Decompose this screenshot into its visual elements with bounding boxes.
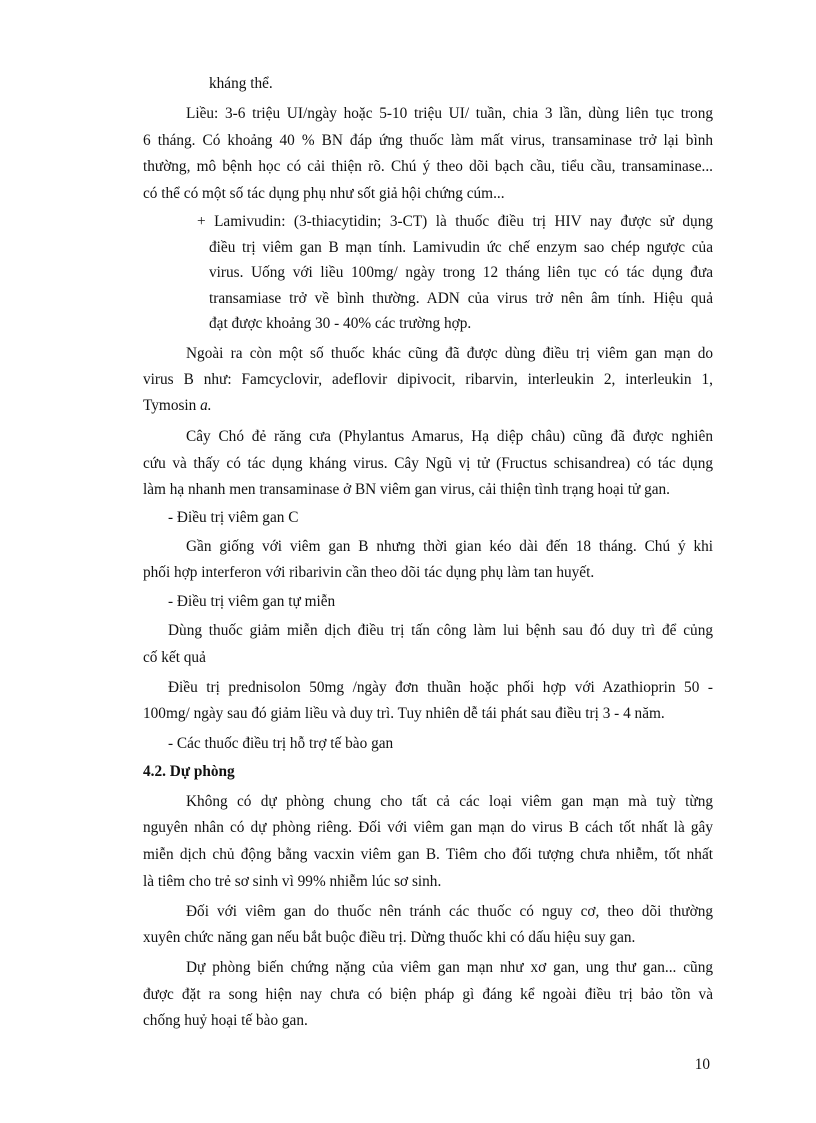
text-line: 6 tháng. Có khoảng 40 % BN đáp ứng thuốc làm mất virus, transaminase trở lại bình <box>143 132 713 149</box>
text-line: Điều trị prednisolon 50mg /ngày đơn thuần hoặc phối hợp với Azathioprin 50 - <box>168 679 713 696</box>
text-line: cố kết quả <box>143 649 206 666</box>
text-line <box>143 396 212 416</box>
text-line: được đặt ra song hiện nay chưa có biện pháp gì đáng kể ngoài điều trị bảo tồn và <box>143 986 713 1003</box>
text-line: Dự phòng biến chứng nặng của viêm gan mạn như xơ gan, ung thư gan... cũng <box>186 959 713 976</box>
text-line: làm hạ nhanh men transaminase ở BN viêm gan virus, cải thiện tình trạng hoại tử gan. <box>143 481 670 498</box>
text-line: miễn dịch chủ động bằng vacxin viêm gan B. Tiêm cho đối tượng chưa nhiễm, tốt nhất <box>143 846 713 863</box>
text-line: Không có dự phòng chung cho tất cả các loại viêm gan mạn mà tuỳ từng <box>186 793 713 810</box>
text-span: Tymosin <box>143 397 197 414</box>
subheading: - Các thuốc điều trị hỗ trợ tế bào gan <box>168 735 394 752</box>
text-line: Cây Chó đẻ răng cưa (Phylantus Amarus, Hạ diệp châu) cũng đã được nghiên <box>186 428 713 445</box>
text-line: virus B như: Famcyclovir, adeflovir dipivocit, ribarvin, interleukin 2, interleukin 1, <box>143 371 713 388</box>
text-line: 100mg/ ngày sau đó giảm liều và duy trì. Tuy nhiên dễ tái phát sau điều trị 3 - 4 năm. <box>143 705 665 722</box>
text-line: Liều: 3-6 triệu UI/ngày hoặc 5-10 triệu UI/ tuần, chia 3 lần, dùng liên tục trong <box>186 105 713 122</box>
text-line: kháng thể. <box>209 75 273 92</box>
text-line: thường, mô bệnh học có cải thiện rõ. Chú ý theo dõi bạch cầu, tiểu cầu, transaminase... <box>143 158 713 175</box>
text-line: transamiase trở về bình thường. ADN của virus trở nên âm tính. Hiệu quả <box>209 290 713 307</box>
text-line: đạt được khoảng 30 - 40% các trường hợp. <box>209 315 472 332</box>
subheading: - Điều trị viêm gan tự miễn <box>168 593 336 610</box>
text-line: virus. Uống với liều 100mg/ ngày trong 12 tháng liên tục có tác dụng đưa <box>209 264 713 281</box>
text-line: Ngoài ra còn một số thuốc khác cũng đã được dùng điều trị viêm gan mạn do <box>186 345 713 362</box>
section-title: 4.2. Dự phòng <box>143 763 235 780</box>
text-line: Dùng thuốc giảm miễn dịch điều trị tấn công làm lui bệnh sau đó duy trì để củng <box>168 622 713 639</box>
italic-symbol: a. <box>200 397 212 414</box>
text-line: Gần giống với viêm gan B nhưng thời gian kéo dài đến 18 tháng. Chú ý khi <box>186 538 713 555</box>
subheading: - Điều trị viêm gan C <box>168 509 299 526</box>
text-line: nguyên nhân có dự phòng riêng. Đối với viêm gan mạn do virus B cách tốt nhất là gây <box>143 819 713 836</box>
text-line: cứu và thấy có tác dụng kháng virus. Cây Ngũ vị tử (Fructus schisandrea) có tác dụng <box>143 455 713 472</box>
page-number: 10 <box>694 1056 710 1073</box>
text-line: điều trị viêm gan B mạn tính. Lamivudin ức chế enzym sao chép ngược của <box>209 239 713 256</box>
text-line: Đối với viêm gan do thuốc nên tránh các thuốc có nguy cơ, theo dõi thường <box>186 903 713 920</box>
text-line: xuyên chức năng gan nếu bắt buộc điều trị. Dừng thuốc khi có dấu hiệu suy gan. <box>143 929 636 946</box>
text-line: là tiêm cho trẻ sơ sinh vì 99% nhiễm lúc sơ sinh. <box>143 873 442 890</box>
text-line: + Lamivudin: (3-thiacytidin; 3-CT) là thuốc điều trị HIV nay được sử dụng <box>197 213 713 230</box>
text-line: chống huỷ hoại tế bào gan. <box>143 1012 308 1029</box>
text-line: phối hợp interferon với ribarivin cần theo dõi tác dụng phụ làm tan huyết. <box>143 564 595 581</box>
text-line: có thể có một số tác dụng phụ như sốt giả hội chứng cúm... <box>143 185 505 202</box>
